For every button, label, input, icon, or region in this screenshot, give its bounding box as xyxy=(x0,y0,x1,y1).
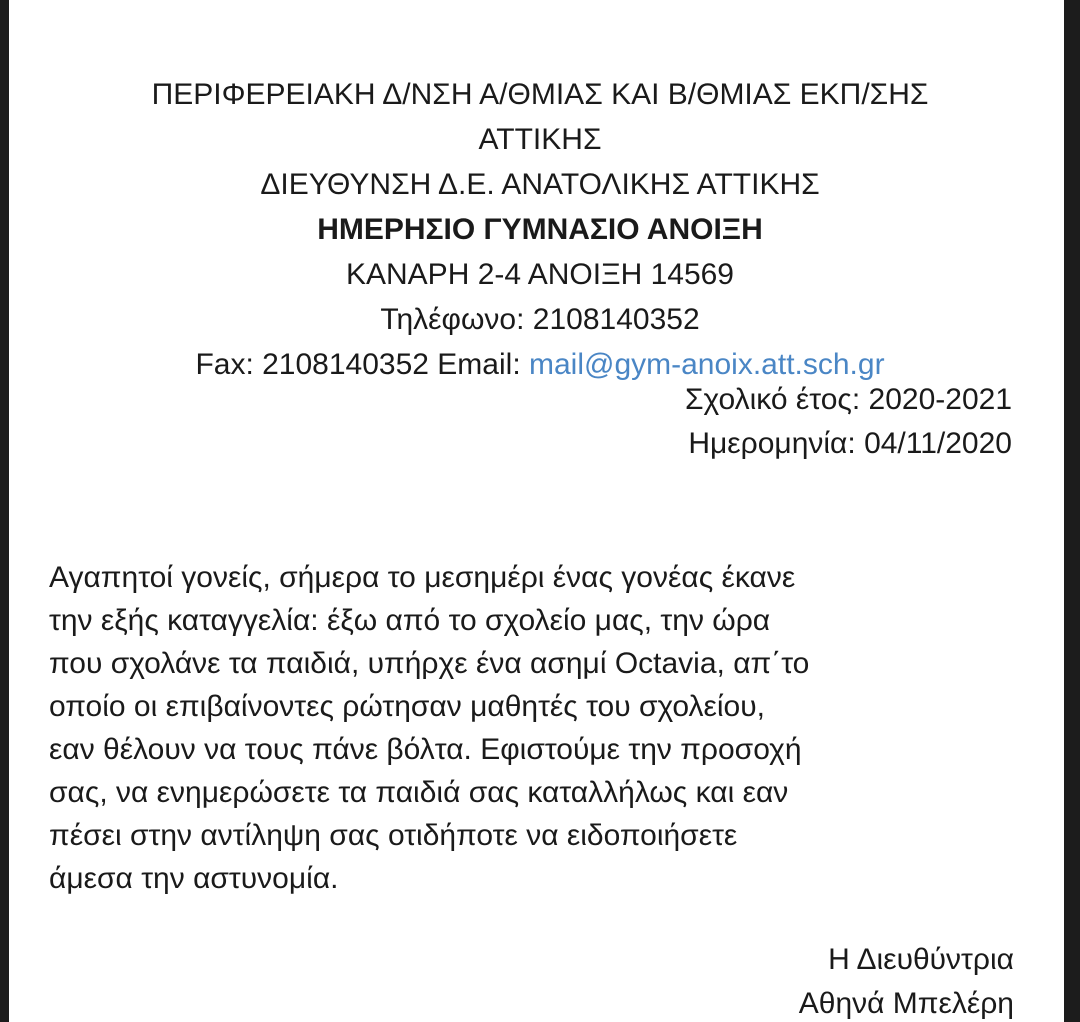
signature-name: Αθηνά Μπελέρη xyxy=(798,987,1014,1020)
letterhead-regional-directorate: ΠΕΡΙΦΕΡΕΙΑΚΗ Δ/ΝΣΗ Α/ΘΜΙΑΣ ΚΑΙ Β/ΘΜΙΑΣ ΕΚΠ/ΣΗΣ xyxy=(151,78,929,111)
letterhead xyxy=(9,72,1064,387)
school-address: ΚΑΝΑΡΗ 2-4 ΑΝΟΙΞΗ 14569 xyxy=(345,258,734,291)
body-line: πέσει στην αντίληψη σας οτιδήποτε να ειδοποιήσετε xyxy=(49,819,738,852)
body-line: που σχολάνε τα παιδιά, υπήρχε ένα ασημί Octavia, απ΄το xyxy=(49,647,810,680)
body-line: Αγαπητοί γονείς, σήμερα το μεσημέρι ένας γονέας έκανε xyxy=(49,561,796,594)
school-name: ΗΜΕΡΗΣΙΟ ΓΥΜΝΑΣΙΟ ΑΝΟΙΞΗ xyxy=(317,213,763,246)
email-link[interactable]: mail@gym-anoix.att.sch.gr xyxy=(529,348,885,381)
school-phone: Τηλέφωνο: 2108140352 xyxy=(380,303,700,336)
body-line: άμεσα την αστυνομία. xyxy=(49,862,339,895)
document-page xyxy=(9,0,1064,1022)
fax-email-label: Fax: 2108140352 Email: xyxy=(195,348,521,381)
letterhead-directorate: ΔΙΕΥΘΥΝΣΗ Δ.Ε. ΑΝΑΤΟΛΙΚΗΣ ΑΤΤΙΚΗΣ xyxy=(260,168,820,201)
body-line: εαν θέλουν να τους πάνε βόλτα. Εφιστούμε την προσοχή xyxy=(49,733,802,766)
letter-date: Ημερομηνία: 04/11/2020 xyxy=(688,427,1012,460)
signature-title: Η Διευθύντρια xyxy=(828,943,1014,976)
school-year: Σχολικό έτος: 2020-2021 xyxy=(685,383,1012,416)
letter-body xyxy=(49,556,809,900)
body-line: οποίο οι επιβαίνοντες ρώτησαν μαθητές του σχολείου, xyxy=(49,690,765,723)
letterhead-region: ΑΤΤΙΚΗΣ xyxy=(478,123,602,156)
body-line: την εξής καταγγελία: έξω από το σχολείο μας, την ώρα xyxy=(49,604,771,637)
letter-meta xyxy=(685,378,1012,466)
signature-block xyxy=(799,938,1014,1022)
body-line: σας, να ενημερώσετε τα παιδιά σας καταλλήλως και εαν xyxy=(49,776,789,809)
